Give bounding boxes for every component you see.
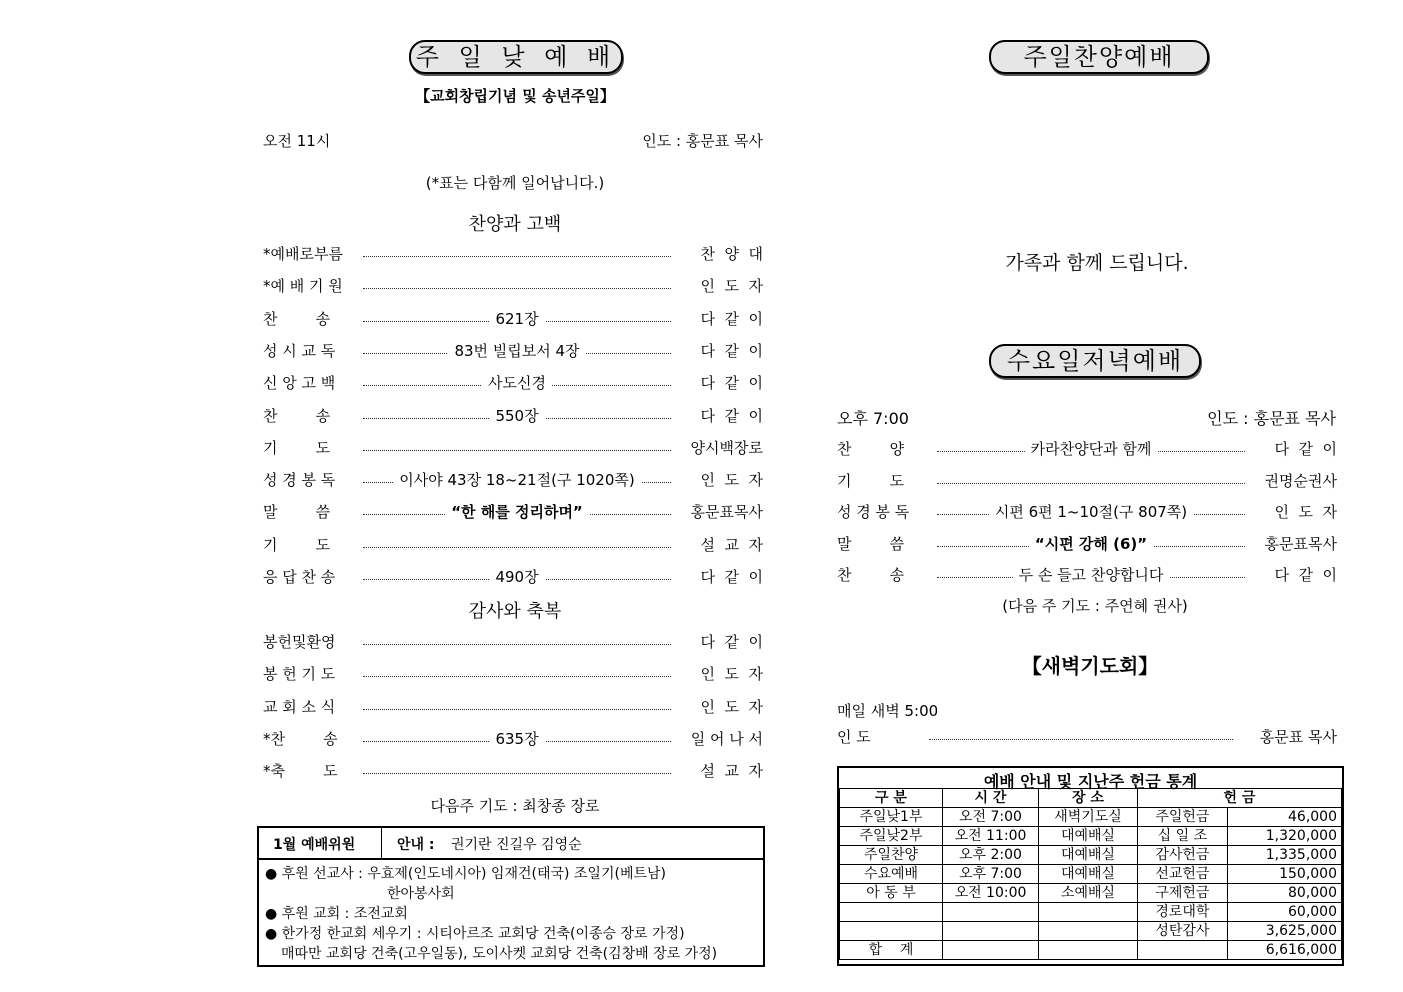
program-item-person: 인 도 자 [694,696,763,718]
header-offering: 헌 금 [1138,789,1342,808]
leader-dots [363,773,671,774]
stats-amount: 3,625,000 [1227,922,1341,941]
stats-row [840,922,1342,941]
service-time: 오전 11시 [263,132,331,150]
wednesday-time: 오후 7:00 [837,409,909,428]
stats-header-row [840,789,1342,808]
program-item-person: 인 도 자 [694,469,763,491]
program-item-detail: 83번 빌립보서 4장 [363,340,671,362]
stats-offering-type: 감사헌금 [1138,846,1228,865]
program-item-detail: 사도신경 [363,372,671,394]
leader-dots [363,676,671,677]
program-row [263,372,763,394]
header-place: 장 소 [1039,789,1138,808]
subtitle: 【교회창립기념 및 송년주일】 [415,87,615,105]
stats-amount: 60,000 [1227,903,1341,922]
stats-amount: 46,000 [1227,808,1341,827]
program-item-label: 기 도 [837,470,910,492]
program-row [837,564,1337,586]
leader-dots [363,256,671,257]
stats-total-amount: 6,616,000 [1227,941,1341,960]
stats-place [1039,903,1138,922]
program-item-detail: 두 손 들고 찬양합니다 [937,564,1245,586]
stats-amount: 1,320,000 [1227,827,1341,846]
program-item-label: 성 경 봉 독 [263,469,341,491]
stats-place: 소예배실 [1039,884,1138,903]
standing-note: (*표는 다함께 일어납니다.) [425,174,605,192]
program-item-label: 찬 송 [263,405,336,427]
stats-category [840,903,943,922]
program-row [263,534,763,556]
church-planting-line: ● 한가정 한교회 세우기 : 시티아르조 교회당 건축(이종승 장로 가정) [265,926,685,942]
leader-dots [363,709,671,710]
section-thanks-blessing: 감사와 축복 [468,601,562,622]
program-item-label: 응 답 찬 송 [263,566,341,588]
program-item-label: 찬 송 [263,308,336,330]
program-item-detail: 635장 [363,728,671,750]
program-item-label: 교 회 소 식 [263,696,341,718]
missionaries-line-2: 한아봉사회 [387,886,455,902]
program-item-person: 일 어 나 서 [685,728,763,750]
program-item-label: 말 씀 [263,501,336,523]
program-item-label: *축 도 [263,760,344,782]
stats-offering-type: 십 일 조 [1138,827,1228,846]
stats-empty-cell [1039,941,1138,960]
stats-row [840,884,1342,903]
stats-place: 새벽기도실 [1039,808,1138,827]
stats-row [840,808,1342,827]
program-item-person: 인 도 자 [694,663,763,685]
program-row [263,405,763,427]
dawn-time: 매일 새벽 5:00 [837,702,939,720]
praise-worship-title: 주일찬양예배 [989,40,1209,74]
program-row [263,437,763,459]
stats-time: 오전 10:00 [943,884,1039,903]
program-item-label: 봉 헌 기 도 [263,663,341,685]
program-item-label: *예 배 기 원 [263,275,349,297]
program-item-person: 다 같 이 [694,631,763,653]
program-row [263,696,763,718]
header-time: 시 간 [943,789,1039,808]
stats-amount: 150,000 [1227,865,1341,884]
program-item-person: 다 같 이 [694,340,763,362]
program-item-detail: 550장 [363,405,671,427]
program-item-label: *찬 송 [263,728,344,750]
wednesday-next-prayer: (다음 주 기도 : 주연혜 권사) [1002,597,1188,615]
program-item-person: 다 같 이 [694,566,763,588]
program-row [263,760,763,782]
leader-dots [363,547,671,548]
program-item-detail: 시편 6편 1~10절(구 807쪽) [937,501,1245,523]
program-item-person: 홍문표목사 [685,501,763,523]
dawn-leader-name: 홍문표 목사 [1254,726,1337,748]
program-item-person: 인 도 자 [1268,501,1337,523]
stats-place: 대예배실 [1039,827,1138,846]
stats-category: 주일낮2부 [840,827,943,846]
leader-dots [937,483,1245,484]
stats-row [840,903,1342,922]
month-divider [381,828,382,858]
program-item-detail: 621장 [363,308,671,330]
missionaries-line: ● 후원 선교사 : 우효제(인도네시아) 임재건(태국) 조일기(베트남) [265,866,666,882]
program-item-person: 양시백장로 [685,437,763,459]
guide-names: 권기란 진길우 김영순 [451,837,582,853]
program-row [263,631,763,653]
stats-row [840,827,1342,846]
program-item-label: 말 씀 [837,533,910,555]
wednesday-leader: 인도 : 홍문표 목사 [1207,409,1336,428]
program-item-label: 성 경 봉 독 [837,501,915,523]
dawn-prayer-title: 【새벽기도회】 [1021,654,1159,678]
program-item-label: 기 도 [263,437,336,459]
program-item-label: 찬 송 [837,564,910,586]
service-leader: 인도 : 홍문표 목사 [642,132,763,150]
stats-amount: 1,335,000 [1227,846,1341,865]
program-item-person: 다 같 이 [694,308,763,330]
program-item-detail: “시편 강해 (6)” [937,533,1245,555]
program-row [263,308,763,330]
program-row [837,438,1337,460]
stats-total-row [840,941,1342,960]
stats-category [840,922,943,941]
stats-offering-type: 구제헌금 [1138,884,1228,903]
stats-total-label: 합 계 [840,941,943,960]
program-row [263,663,763,685]
program-item-label: 신 앙 고 백 [263,372,341,394]
stats-time [943,922,1039,941]
program-row [263,728,763,750]
program-row [263,566,763,588]
program-item-person: 찬 양 대 [694,243,763,265]
stats-row [840,865,1342,884]
leader-dots [363,644,671,645]
program-item-detail: 카라찬양단과 함께 [937,438,1245,460]
header-category: 구 분 [840,789,943,808]
leader-dots [363,450,671,451]
program-item-label: 기 도 [263,534,336,556]
stats-empty-cell [943,941,1039,960]
guide-label: 안내 : [397,837,435,853]
program-row [263,243,763,265]
stats-time: 오후 2:00 [943,846,1039,865]
program-item-label: 성 시 교 독 [263,340,341,362]
program-row [263,501,763,523]
program-item-detail: 이사야 43장 18~21절(구 1020쪽) [363,469,671,491]
stats-time: 오후 7:00 [943,865,1039,884]
program-item-label: 봉헌및환영 [263,631,341,653]
next-week-prayer: 다음주 기도 : 최창종 장로 [430,797,600,815]
stats-time: 오전 7:00 [943,808,1039,827]
stats-time [943,903,1039,922]
program-row [837,470,1337,492]
month-label: 1월 예배위원 [273,837,356,853]
stats-place [1039,922,1138,941]
stats-amount: 80,000 [1227,884,1341,903]
box-divider [259,858,763,860]
stats-row [840,846,1342,865]
program-item-person: 설 교 자 [694,534,763,556]
program-row [263,469,763,491]
stats-category: 아 동 부 [840,884,943,903]
program-row [837,501,1337,523]
section-praise-confession: 찬양과 고백 [468,214,562,235]
stats-place: 대예배실 [1039,865,1138,884]
program-item-person: 다 같 이 [1268,564,1337,586]
stats-offering-type: 선교헌금 [1138,865,1228,884]
program-item-person: 설 교 자 [694,760,763,782]
stats-offering-type: 성탄감사 [1138,922,1228,941]
program-row [263,275,763,297]
dawn-leader-label: 인 도 [837,726,877,748]
stats-category: 수요예배 [840,865,943,884]
program-item-detail: 490장 [363,566,671,588]
service-info-box [257,826,765,967]
dawn-leader-row [837,726,1337,748]
stats-offering-type: 경로대학 [1138,903,1228,922]
program-item-label: *예배로부름 [263,243,349,265]
program-item-person: 권명순권사 [1259,470,1337,492]
leader-dots [363,288,671,289]
program-item-detail: “한 해를 정리하며” [363,501,671,523]
program-row [263,340,763,362]
program-item-person: 다 같 이 [694,372,763,394]
stats-empty-cell [1138,941,1228,960]
supported-church-line: ● 후원 교회 : 조전교회 [265,906,408,922]
program-item-person: 다 같 이 [694,405,763,427]
stats-title: 예배 안내 및 지난주 헌금 통계 [983,772,1198,791]
program-row [837,533,1337,555]
sunday-worship-title: 주 일 낮 예 배 [409,40,623,74]
stats-time: 오전 11:00 [943,827,1039,846]
church-planting-line-2: 매따만 교회당 건축(고우일동), 도이사켓 교회당 건축(김창배 장로 가정) [281,946,718,962]
leader-dots [929,739,1233,740]
wednesday-worship-title: 수요일저녁예배 [989,344,1201,378]
program-item-person: 인 도 자 [694,275,763,297]
stats-category: 주일찬양 [840,846,943,865]
stats-table [839,788,1342,960]
stats-offering-type: 주일헌금 [1138,808,1228,827]
praise-worship-note: 가족과 함께 드립니다. [1005,252,1189,274]
stats-place: 대예배실 [1039,846,1138,865]
program-item-person: 홍문표목사 [1259,533,1337,555]
stats-category: 주일낮1부 [840,808,943,827]
program-item-person: 다 같 이 [1268,438,1337,460]
program-item-label: 찬 양 [837,438,910,460]
